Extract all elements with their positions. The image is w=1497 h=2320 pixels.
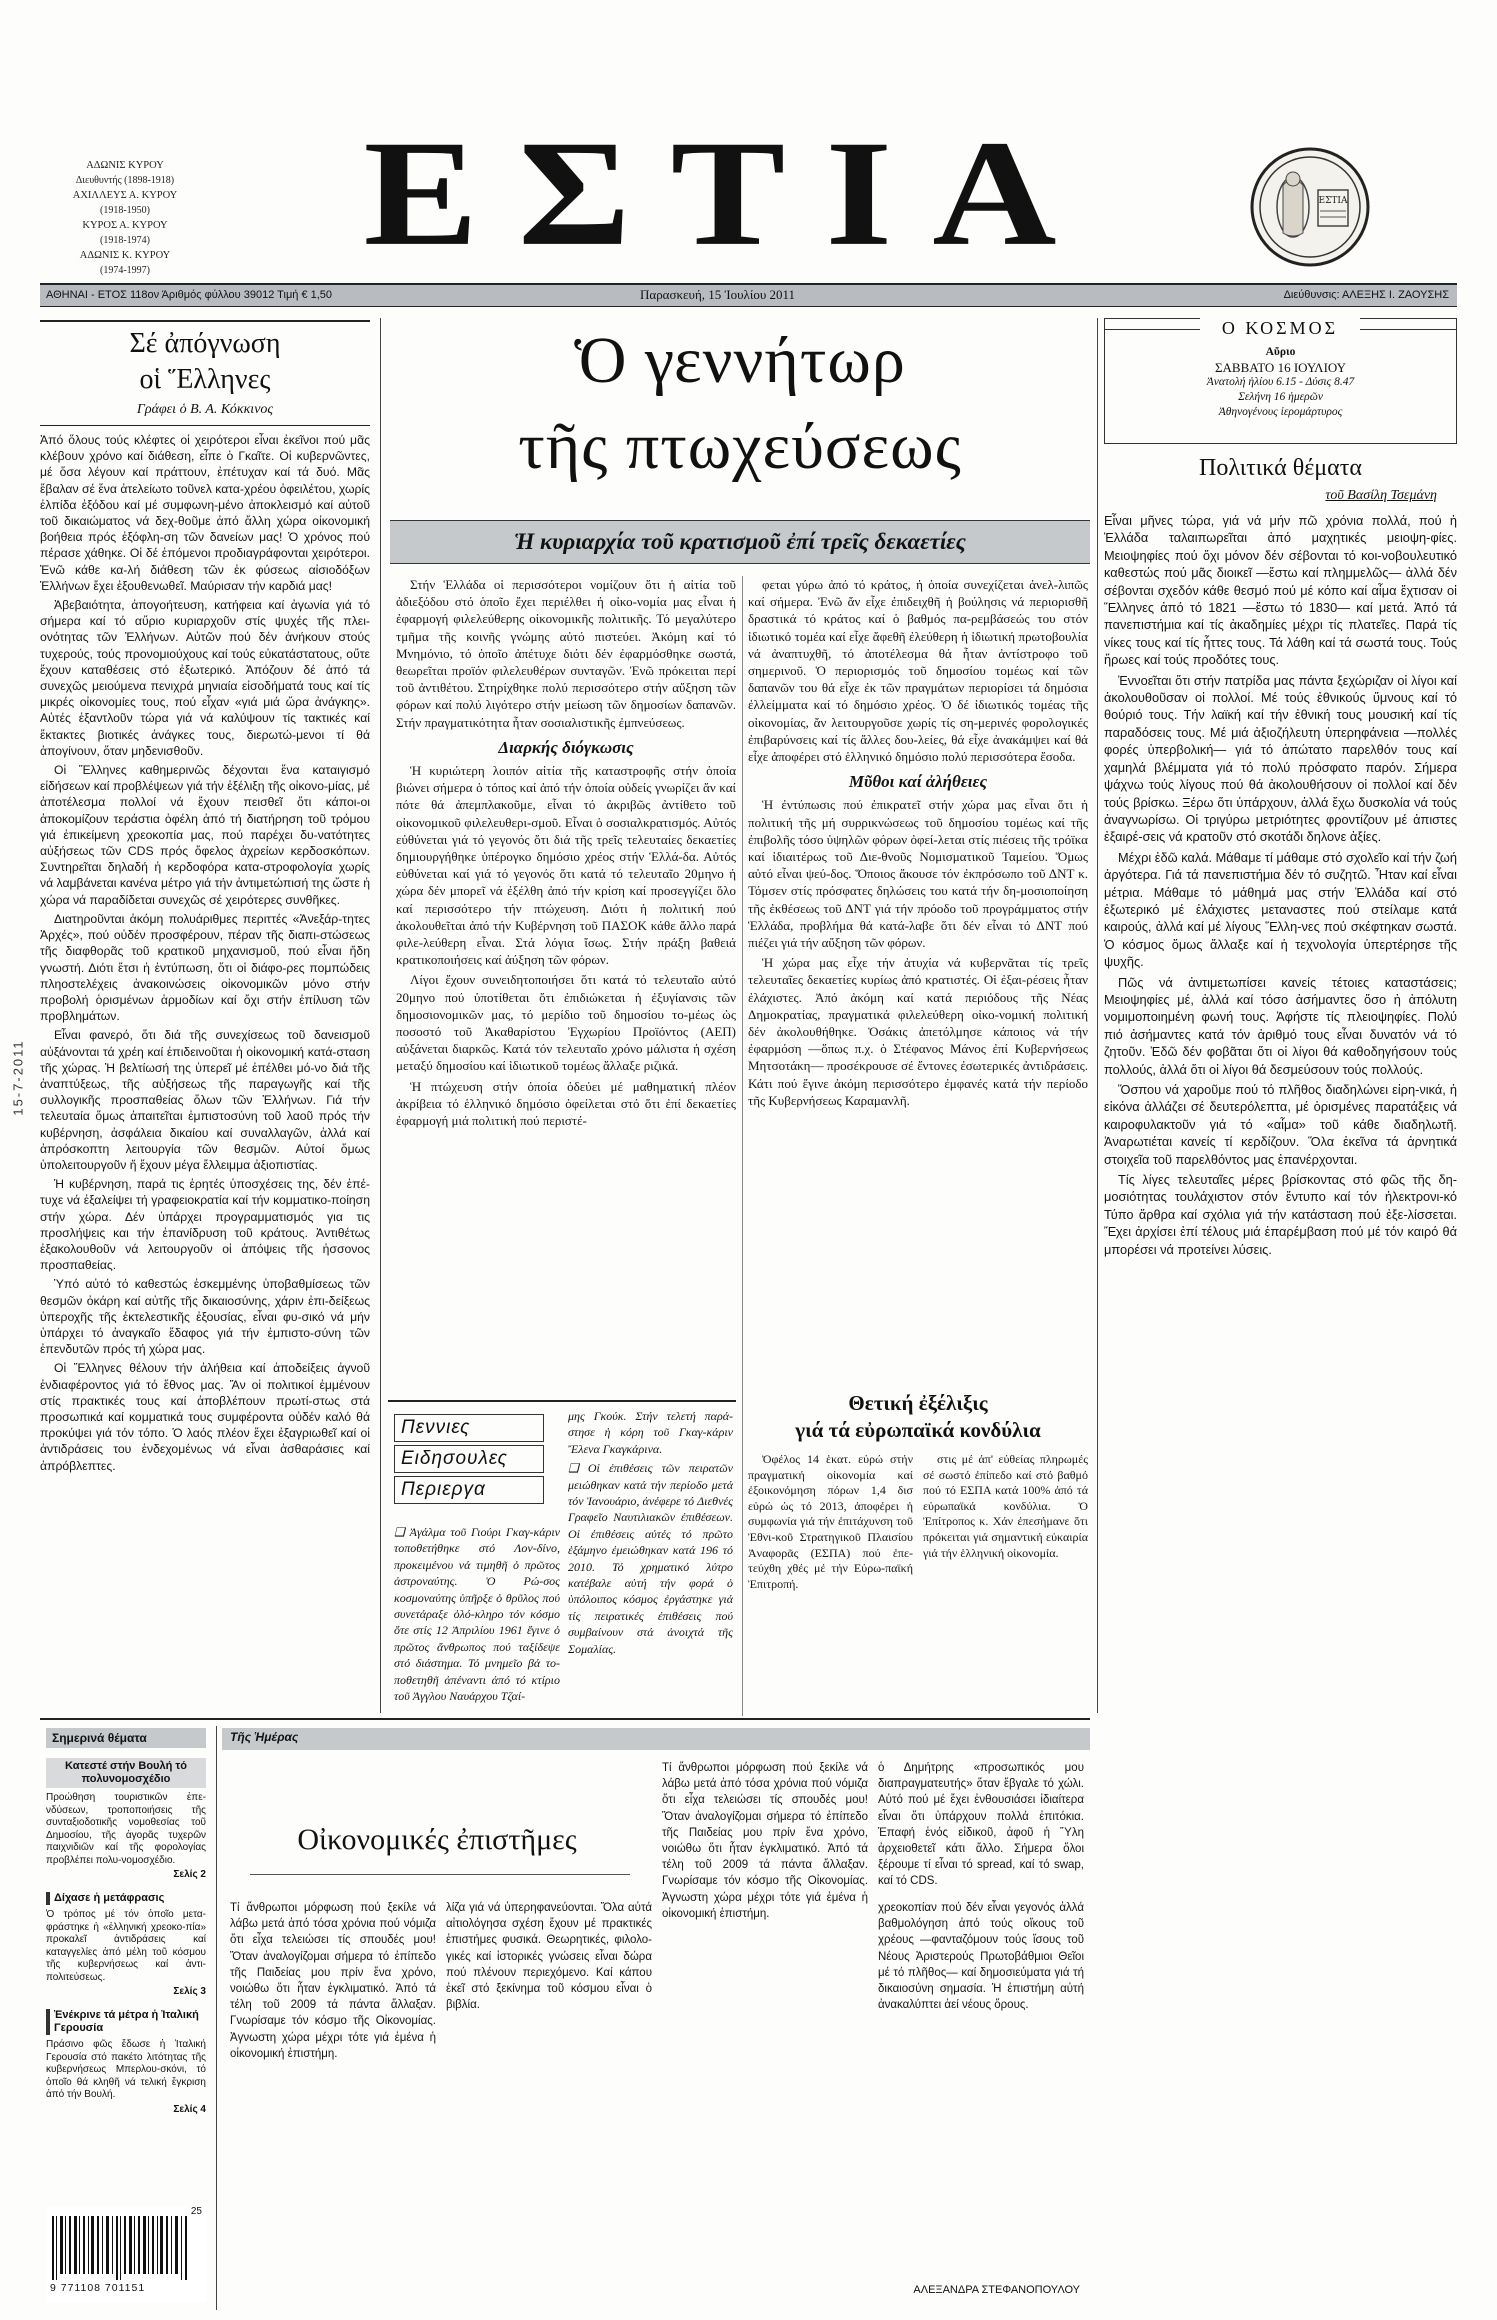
kosmos-box (1104, 318, 1457, 444)
kosmos-tomorrow: Αὔριο (1265, 346, 1296, 358)
kosmos-moon: Σελήνη 16 ἡμερῶν (1238, 391, 1323, 403)
paragraph: Λίγοι ἔχουν συνειδητοποιήσει ὅτι κατά τό τελευταῖο αὐτό 20μηνο πού ὑποτίθεται ὅτι ἐπιδιώκεται ἡ ἐξυγίανσις τῶν δημοσιονομικῶν μας, τό μερίδιο τοῦ δημοσίου το-μέως ὡς ποσοστό τοῦ Ἀκαθαρίστου Ἐγχωρίου Προϊόντος (ΑΕΠ) αὐξάνεται διαρκῶς. Κατά τόν τελευταῖο χρόνο μάλιστα ἡ σχέση μεταξύ δημοσίου καί ἰδιωτικοῦ τομέως ἄλλαξε ριζικά. (396, 972, 736, 1074)
founder-line: (1918-1950) (100, 205, 150, 216)
topic-text: Πράσινο φῶς ἔδωσε ἡ Ἰταλική Γερουσία στό πακέτο λιτότητας τῆς κυβερνήσεως Μπερλου-σκόνι, τό ὁποῖο θά κληθῆ νά τελική ἔγκριση ἀπό τήν Βουλή. (46, 2039, 206, 2100)
paragraph: στις μέ ἀπ' εὐθείας πληρωμές σέ σωστό ἐπίπεδο καί στό βαθμό πού τό ΕΣΠΑ κατά 100% ἀπό τά εὐρωπαϊκά κονδύλια. Ὁ Ἐπίτροπος κ. Χάν ἐπεσήμανε ὅτι πρόκειται γιά σημαντική εὐκαιρία γιά τήν ἑλληνική οἰκονομία. (923, 1452, 1088, 1560)
main-col-2 (748, 576, 1088, 1376)
barcode-bars (50, 2216, 190, 2280)
paragraph: Ἀπό ὅλους τούς κλέφτες οἱ χειρότεροι εἶναι ἐκεῖνοι πού μᾶς κλέβουν χρόνο καί διάθεση, εἶπε ὁ Γκαῖτε. Οἱ κυβερνῶντες, μέ ὅσα λέγουν καί πράττουν, ἐπέτυχαν καί τά δυό. Μᾶς ἔβαλαν σέ ἕνα ἀτελείωτο τοῦνελ κατα-χρέου ὀφειλέτου, χωρίς ἐλπίδα ἐξόδου καί μέ συμφωνη-μένο ἀποκλεισμό καί αὐτοῦ τοῦ δικαιώματος νά δεχ-θοῦμε ἀπό ἄλλη χώρα οἰκονομική βοήθεια πρός ἐξόφλη-ση τῶν δανείων μας! Ὁ χρόνος πού πέρασε χάθηκε. Οἱ δέ ἑπόμενοι προδιαγράφονται χειρότεροι. Ἐνῶ κάθε κα-λή διάθεση τῶν ἐκ φύσεως αἰσιοδόξων Ἑλλήνων ἔχει ἐξουθενωθεῖ. Μαύρισαν τήν καρδιά μας! (40, 433, 370, 593)
topic-title[interactable]: Δίχασε ἡ μετάφρασις (46, 1892, 206, 1905)
founder-line: ΑΔΩΝΙΣ ΚΥΡΟΥ (86, 160, 164, 171)
paragraph: Μέχρι ἐδῶ καλά. Μάθαμε τί μάθαμε στό σχολεῖο καί τήν ζωή ἀργότερα. Γιά τά πανεπιστήμια δέν τό συζητῶ. Ἦταν καί εἶναι μέτρια. Μάθαμε τό μάθημά μας στήν Ἑλλάδα καί στό ἐξωτερικό μέ ἐλάχιστες μεταναστες πού στείλαμε κατά καιρούς, ἀλλά καί μέ λίγους Ἕλλη-νες πού σκέφτηκαν σωστά. Ὁ κόσμος ὅμως ἄλλαξε καί ἡ τεχνολογία ὑπερτέρησε τῆς ψυχῆς. (1104, 849, 1457, 970)
paragraph: φεται γύρω ἀπό τό κράτος, ἡ ὁποία συνεχίζεται ἀνελ-λιπῶς καί σήμερα. Ἐνῶ ἄν εἶχε ἐπιδειχθῆ ἡ βούλησις νά περιορισθῆ δραστικά τό κράτος καί ὁ βαθμός πα-ρεμβάσεώς του στόν ἰδιωτικό τομέα καί εἶχε ἄφεθῆ ἐλεύθερη ἡ ἰδιωτική πρωτοβουλία νά ἀναπτυχθῆ, τό ἀποτέλεσμα θά ἦταν ἀντίστροφο τοῦ σημερινοῦ. Ὁ περιορισμός τοῦ δημοσίου τομέως καί τῶν δαπανῶν του θά εἶχε ἐκ τῶν πραγμάτων περιορίσει τά δημόσια ἐλλείμματα καί τό δημόσιο χρέος. Ὁ δέ ἰδιωτικός τομέας τῆς οἰκονομίας, ἄν λειτουργοῦσε χωρίς τίς ση-μερινές φορολογικές ἐπιβαρύνσεις καί τίς ἄλλες δου-λείες, θά εἶχε ἀνακάμψει καί θά εἶχε ἀποφέρει στό ἑλληνικό δημόσιο πολύ περισσότερα ἔσοδα. (748, 577, 1088, 765)
paragraph: Ἡ χώρα μας εἶχε τήν ἀτυχία νά κυβερνᾶται τίς τρεῖς τελευταῖες δεκαετίες κυρίως ἀπό κρατιστές. Οἱ ἐξαι-ρέσεις ἦταν ἐλάχιστες. Ἀπό ἀκόμη καί κατά περιόδους τῆς Νέας Δημοκρατίας, πραγματικά φιλελεύθερη οἰκο-νομική πολιτική δέν ἀκολουθήθηκε. Ὁσάκις ἀπετόλμησε κάποιος νά τήν ἐφαρμόση —ὅπως π.χ. ὁ Στέφανος Μάνος ἐπί Κυβερνήσεως Μητσοτάκη— προσέκρουσε σέ ἔντονες ἐσωτερικές ἀντιδράσεις. Κάτι πού ἔγινε ἀκόμη περισσότερο ἐμφανές κατά τήν περίοδο τῆς Κυβερνήσεως Καραμανλῆ. (748, 955, 1088, 1108)
paragraph: Πῶς νά ἀντιμετωπίσει κανείς τέτοιες καταστάσεις; Μειοψηφίες μέ, ἀλλά καί τόσο ἀσήμαντες ὅσο ἡ ἀπόλυτη νομιμοποιημένη φωνή τους. Ἀφήστε τίς πλειοψηφίες. Πολύ πιό ἀσήμαντες κατά τόν ἀριθμό τους εἶναι δυνατόν νά τό ζητοῦν. Ἐδῶ δέν φοβᾶται ὅτι οἱ λίγοι θά καθοδηγήσουν τούς πολλούς, ἀλλά ὅτι οἱ λίγοι θά δεσμεύσουν τούς πολλούς. (1104, 974, 1457, 1077)
subheading: Διαρκής διόγκωσις (498, 737, 634, 757)
imeras-signature: ΑΛΕΞΑΝΔΡΑ ΣΤΕΦΑΝΟΠΟΥΛΟΥ (913, 2284, 1080, 2296)
paragraph: Ἡ κυβέρνηση, παρά τις ἐρητές ὑποσχέσεις της, δέν ἐπέ-τυχε νά ἐξαλείψει τή γραφειοκρατία καί τήν κομματικο-ποίηση στήν χώρα. Δέν ὑπάρχει προγραμματισμός για τις προσλήψεις και τήν ἐπανίδρυση τοῦ κράτους. Ἀντιθέτως ἐξακολουθοῦν νά λειτουργοῦν οἱ ἀπόψεις τῆς ἡσσονος προσπαθείας. (40, 1177, 370, 1273)
founder-line: ΚΥΡΟΣ Α. ΚΥΡΟΥ (82, 220, 168, 231)
topic-item[interactable] (46, 1892, 206, 1997)
barcode-number: 9 771108 701151 (50, 2282, 146, 2294)
imeras-col-3b (878, 1900, 1084, 2300)
paragraph: Ἡ ἐντύπωσις πού ἐπικρατεῖ στήν χώρα μας εἶναι ὅτι ἡ πολιτική τῆς μή συρρικνώσεως τοῦ δημοσίου τομέως καί τῆς ἐπιβολῆς τόσο ὑψηλῶν φόρων ὀφεί-λεται στίς πιέσεις τῆς τρόϊκα καί ἰδιαιτέρως τοῦ Διε-θνοῦς Νομισματικοῦ Ταμείου. Ὅμως αὐτό εἶναι ψεύ-δος. Ὅποιος ἄκουσε τόν ἐκπρόσωπο τοῦ ΔΝΤ κ. Τόμσεν στίς πρόσφατες δηλώσεις του κατά τήν δη-μοσιοποίηση τῆς ἐκθέσεως τοῦ ΔΝΤ γιά τήν πρόοδο τοῦ προγράμματος στήν Ἑλλάδα, προβλήμα θά κατά-λαβε ὅτι δέν εἶναι τό ΔΝΤ πού πιέζει γιά τήν αὔξηση τῶν φόρων. (748, 797, 1088, 951)
left-article-body (40, 432, 370, 1607)
issue-info: ΑΘΗΝΑΙ - ΕΤΟΣ 118ον Άριθμός φύλλου 39012 Τιμή € 1,50 (46, 289, 333, 301)
topic-item[interactable] (46, 2009, 206, 2115)
founders-list (40, 158, 210, 278)
imeras-col-4 (878, 1760, 1084, 1890)
eu-funds-title (748, 1390, 1088, 1444)
paragraph: Ἡ πτώχευση στήν ὁποία ὁδεύει μέ μαθηματική πλέον ἀκρίβεια τό ἑλληνικό δημόσιο ὀφείλεται στό ὅτι ἐπί δεκαετίες ἐφαρμογή μιά πολιτική πού περιστέ- (396, 1078, 736, 1129)
paragraph: ὁ Δημήτρης «προσωπικός μου διαπραγματευτής» ὅταν ἔβγαλε τό χώλι. Αὐτό πού μέ ἔχει ἐνθουσιάσει ἰδιαίτερα εἶναι ὅτι ὑπάρχουν πολλά ἐπιτόκια. Ἐπαφή ἑνός εἰδικοῦ, ἀφοῦ ἡ Ὕλη ἀρχειοθετεῖ κάτι ἄλλο. Σήμερα ὅλοι ξέρουμε τί εἶναι τό spread, καί τό swap, καί τό CDS. (878, 1762, 1084, 1888)
newspaper-title: ΕΣΤΙΑ (363, 110, 1097, 278)
barcode-issue: 25 (190, 2206, 202, 2217)
left-title-line: οἱ Ἕλληνες (139, 364, 271, 395)
topic-title[interactable]: Κατεστέ στήν Βουλή τό πολυνομοσχέδιο (46, 1758, 206, 1788)
founder-line: Διευθυντής (1898-1918) (75, 175, 175, 186)
news-box (388, 1400, 736, 1712)
paragraph: Ὀφέλος 14 ἑκατ. εὐρώ στήν πραγματική οἰκονομία καί ἐξοικονόμηση πόρων 1,4 δισ εὐρώ ὡς τό 2013, ἀποφέρει ἡ συμφωνία γιά τήν ἐπιτάχυνση τοῦ Ἐθνι-κοῦ Στρατηγικοῦ Πλαισίου Ἀναφορᾶς (ΕΣΠΑ) πού ἐπε-τεύχθη χθές μέ τήν Εὐρω-παϊκή Ἐπιτροπή. (748, 1452, 913, 1591)
masthead-info-bar (40, 283, 1457, 307)
right-article-title: Πολιτικά θέματα (1199, 455, 1362, 481)
issue-date: Παρασκευή, 15 Ἰουλίου 2011 (640, 287, 796, 302)
kosmos-title: Ο ΚΟΣΜΟΣ (1200, 317, 1360, 339)
founder-line: (1918-1974) (100, 235, 150, 246)
topic-title[interactable]: Ἐνέκρινε τά μέτρα ἡ Ἰταλική Γερουσία (46, 2009, 206, 2035)
paragraph: Ἐννοεῖται ὅτι στήν πατρίδα μας πάντα ξεχώριζαν οἱ λίγοι καί ἀκολουθοῦσαν οἱ πολλοί. Μέ τούς ἐθνικούς ὕμνους καί τό θούριό τους. Τήν λαϊκή καί τήν ἐθνική τους μουσική καί τίς παραδόσεις τους. Μέ μιά ἀξιοζήλευτη ὑπερηφάνεια —πολλές φορές ὑπερβολική— γιά τό ἀπώτατο παρελθόν τους καί χαμηλά βλέμματα γιά τό πολύ πρόσφατο παρόν. Σήμερα ψάχνω τούς λίγους πού θά ἀκολουθήσουν οἱ πολλοί καί δέν τούς βρίσκω. Ξέρω ὅτι ὑπάρχουν, ἀλλά ἔχω δυσκολία νά τούς ἀναγνωρίσω. Οἱ τριγύρω μετριότητες φροντίζουν μέ ἀπιστες ἐξαιρέ-σεις νά κρατοῦν στό σκοτάδι δηλονε ἀξίες. (1104, 672, 1457, 845)
eu-funds-col-1 (748, 1452, 913, 1712)
kosmos-sun: Ἀνατολή ἡλίου 6.15 - Δύσις 8.47 (1206, 376, 1355, 388)
title-line: γιά τά εὐρωπαϊκά κονδύλια (795, 1418, 1041, 1442)
news-col-1 (394, 1524, 560, 1709)
bullet-icon: ❑ (394, 1525, 410, 1539)
imeras-col-0 (230, 1900, 436, 2300)
news-title-line: Πεννιες (394, 1414, 544, 1442)
headline-line: Ὁ γεννήτωρ (574, 324, 906, 397)
seal-text: ΕΣΤΙΑ (1318, 196, 1348, 206)
left-article-byline: Γράφει ὁ Β. Α. Κόκκινος (136, 402, 274, 417)
right-article-body (1104, 512, 1457, 2310)
eu-funds-col-2 (923, 1452, 1088, 1712)
topics-panel (46, 1728, 206, 2308)
main-subheadline (390, 520, 1090, 564)
founder-line: (1974-1997) (100, 265, 150, 276)
imeras-header-text: Τῆς Ἡμέρας (230, 1730, 299, 1744)
kosmos-info (1105, 345, 1456, 420)
news-item: μης Γκούκ. Στήν τελετή παρά-στησε ἡ κόρη τοῦ Γκαγ-κάριν Ἔλενα Γκαγκάρινα. (568, 1409, 733, 1456)
paragraph: Τί ἄνθρωποι μόρφωση πού ξεκίλε νά λάβω μετά ἀπό τόσα χρόνια πού νόμιζα ὅτι εἶχα τελειώσει τίς σπουδές μου! Ὅταν ἀναλογίζομαι σήμερα τό ἐπίπεδο τῆς Παιδείας μου πρίν ἕνα χρόνο, νοιώθω ὅτι ἦταν ἐγκλιματικό. Ἀπό τά τέλη τοῦ 2009 τά πάντα ἄλλαξαν. Γνωρίσαμε τόν κόσμο τῆς Οἰκονομίας. Ἀγνωστη χώρα μέχρι τότε γιά ἐμένα ἡ οἰκονομική ἐπιστήμη. (662, 1762, 868, 1920)
paragraph: Διατηροῦνται ἀκόμη πολυάριθμες περιττές «Ἀνεξάρ-τητες Ἀρχές», πού οὐδέν προσφέρουν, πέραν τῆς διαπι-στώσεως τῆς διαφθορᾶς τοῦ κρατικοῦ μηχανισμοῦ, πού εἶναι ἤδη γνωστή. Διότι ἔτσι ἡ ἐντύπωση, ὅτι οἱ διάφο-ρες πομπώδεις πληοστελέχεις ἀνακοινώσεις οἰκονομικῶν μόνο στήν προβολή ὁρισμένων ἁρμοδίων καί ὄχι στήν ἐπίλυση τῶν προβλημάτων. (40, 911, 370, 1024)
paragraph: Τίς λίγες τελευταῖες μέρες βρίσκοντας στό φῶς τῆς δη-μοσιότητας τουλάχιστον στόν ἔντυπο καί τόν ἠλεκτρονι-κό Τύπο ἄρθρα καί σχόλια γιά τήν κατάσταση πού ἐξε-λίσσεται. Ἔχει ἀρχίσει ἐπί τέλους μιά ἐπαρέμβαση πού μέ τόν καιρό θά μπορέσει νά προτείνει λύσεις. (1104, 1172, 1457, 1257)
paragraph: λίζα γιά νά ὑπερηφανεύονται. Ὅλα αὐτά αἰτιολόγησα σχέση ἔχουν μέ πρακτικές ἐπιστήμες φυσικά. Θεωρητικές, φιλολο-γικές καί ἱστορικές γνώσεις εἶναι δώρα πού πλένουν περιεχόμενο. Καί κάπου ἐκεῖ στό ξεκίνημα τοῦ κόσμου εἶναι ὁ βιβλία. (446, 1902, 652, 2012)
date-stamp (8, 1020, 28, 1140)
news-title-line: Περιεργα (394, 1476, 544, 1504)
editor-info: Διεύθυνσις: ΑΛΕΞΗΣ Ι. ΖΑΟΥΣΗΣ (1283, 289, 1449, 301)
founder-line: ΑΔΩΝΙΣ Κ. ΚΥΡΟΥ (79, 250, 171, 261)
news-item-text: Οἱ ἐπιθέσεις τῶν πειρατῶν μειώθηκαν κατά τήν περίοδο μετά τόν Ἰανουάριο, ἀνέφερε τό Διεθνές Γραφεῖο Ναυτιλιακῶν ἐπιθέσεων. Οἱ ἐπιθέσεις αὐτές τό πρῶτο ἑξάμηνο ἐμειώθηκαν κατά 196 τό 2010. Τό χρηματικό λύτρο κατέβαλε αὐτή τήν φορά ὁ ὑπόλοιπος κόσμος ἐργάστηκε γιά τίς πειρατικές ἐπιθέσεις πού συμβαίνουν στά ἀνοιχτά τῆς Σομαλίας. (568, 1461, 733, 1656)
topics-header: Σημερινά θέματα (46, 1728, 206, 1748)
barcode (46, 2206, 206, 2302)
imeras-header (222, 1728, 1090, 1750)
topic-text: Προώθηση τουριστικῶν ἐπε-νδύσεων, τροποποιήσεις τῆς συνταξιοδοτικῆς νομοθεσίας τοῦ Δημοσίου, τῆς ἀγορᾶς τυχερῶν παιχνιδιῶν καί τῆς φορολογίας προβλέπει πολυ-νομοσχέδιο. (46, 1792, 206, 1866)
paragraph: χρεοκοπίαν πού δέν εἶναι γεγονός ἀλλά βαθμολόγηση ἀπό τούς οἴκους τοῦ χρέους —φανταζόμουν τούς ἴσους τοῦ Νέους Ἀριστερούς Πρωτοβάθμιοι Θεῖοι μέ τό πλῆθος— καί δημοσιεύματα γιά τή δικαιοσύνη σημασία. Ἡ ἐπιστήμη αὐτή ἀνακαλύπτει ἀεί νέους ὅρους. (878, 1902, 1084, 2012)
seal-emblem (1248, 145, 1372, 269)
founder-line: ΑΧΙΛΛΕΥΣ Α. ΚΥΡΟΥ (72, 190, 178, 201)
kosmos-saint: Ἀθηνογένους ἱερομάρτυρος (1218, 406, 1343, 418)
imeras-col-2 (446, 1900, 652, 2300)
paragraph: Στήν Ἑλλάδα οἱ περισσότεροι νομίζουν ὅτι ἡ αἰτία τοῦ ἀδιεξόδου στό ὁποῖο ἔχει περιέλθει ἡ οἰκο-νομία μας εἶναι ἡ ἐφαρμογή φιλελεύθερης οἰκονομικῆς πολιτικῆς. Τό μεγαλύτερο τμῆμα τῆς κοινῆς γνώμης αὐτό πιστεύει. Ἀκόμη καί τό Μνημόνιο, τό ὁποῖο ἀπέτυχε διότι δέν ἐφαρμόσθηκε σωστά, θεωρεῖται προϊόν φιλελευθέρων συνταγῶν. Ἐνῶ πρόκειται περί τοῦ ἀντιθέτου. Στηρίχθηκε πολύ περισσότερο στήν αὔξηση τῶν φόρων καί πολύ λιγότερο στήν μείωση τῶν δημοσίων δαπανῶν. Στήν πραγματικότητα ἦταν σοσιαλιστικῆς ἐμπνεύσεως. (396, 577, 736, 730)
topic-text: Ὁ τρόπος μέ τόν ὁποῖο μετα-φράστηκε ἡ «ἑλληνική χρεοκο-πία» προκαλεῖ ἀντιδράσεις καί καταγγελίες ἀπό μέλη τοῦ κόσμου τῆς κυβερνήσεως καί ἀντι-πολιτεύσεως. (46, 1909, 206, 1983)
main-headline (390, 318, 1090, 490)
paragraph: Ὑπό αὐτό τό καθεστώς ἐσκεμμένης ὑποβαθμίσεως τῶν θεσμῶν ὀκάρη καί αὐτῆς τῆς δικαιοσύνης, χάριν ἐπι-δείξεως ὑπεροχῆς τῆς ἐκτελεστικῆς ἐξουσίας, εἶναι φυ-σικό νά μήν ὑπάρχει τό ἀναγκαῖο ἔδαφος γιά τήν ἐμπιστο-σύνη τῶν ἐπενδυτῶν πρός τή χώρα μας. (40, 1277, 370, 1357)
subheadline-text: Ἡ κυριαρχία τοῦ κρατισμοῦ ἐπί τρεῖς δεκαετίες (514, 529, 966, 554)
news-col-2 (568, 1408, 733, 1708)
right-article-byline: τοῦ Βασίλη Τσεμάνη (1325, 488, 1437, 503)
paragraph: Οἱ Ἕλληνες καθημερινῶς δέχονται ἕνα καταιγισμό εἰδήσεων καί προβλέψεων γιά τήν ἐξέλιξη τῆς οἰκονο-μίας, μέ ἀποτέλεσμα πολλοί νά ἔχουν πεισθεῖ ὅτι κάποι-οι ἀποκομίζουν τεράστια ὀφέλη ἀπό τή διατήρηση τοῦ τρόμου γιά ἐπικείμενη χρεοκοπία μας, πού παρέχει δυ-νατότητες αὐξήσεως τῶν CDS πρός ὄφελος ἀχρείων κερδοσκόπων. Συντηρεῖται δηλαδή ἡ κερδοφόρα κατα-στροφολογία χωρίς νά λαμβάνεται κανένα μέτρο γιά τήν ἀντιμετώπισή της ὥστε ἡ χώρα νά παραδίδεται συνεχῶς σέ χειρότερες συνθῆκες. (40, 763, 370, 907)
news-item (394, 1524, 560, 1704)
subheading: Μῦθοι καί ἀλήθειες (848, 772, 988, 792)
imeras-title: Οἰκονομικές ἐπιστῆμες (297, 1823, 577, 1856)
topic-page: Σελίς 2 (173, 1869, 206, 1880)
kosmos-date: ΣΑΒΒΑΤΟ 16 ΙΟΥΛΙΟΥ (1214, 360, 1347, 375)
paragraph: Ἀβεβαιότητα, ἀπογοήτευση, κατήφεια καί ἀγωνία γιά τό σήμερα καί τό αὔριο κυριαρχοῦν στίς ψυχές τῆς πλει-ονότητας τῶν Ἑλλήνων. Αὐτῶν πού δέν ἀνήκουν στούς τυχερούς, τούς προνομιούχους καί τούς εὐκατάστατους, οὔτε ἔχουν καταθέσεις στό ἐξωτερικό. Ἀπόζουν δέ ἀπό τά συνεχῶς μειούμενα πενιχρά μηνιαία εἰσοδήματά τους καί τίς μικρές οἰκονομίες τους, πού εἶχαν «γιά μιά ὥρα ἀνάγκης». Αὐτές ἐξαντλοῦν τώρα γιά νά καλύψουν τίς τακτικές καί ἔκτακτες βιοτικές ἀνάγκες τους, διερωτώ-μενοι τί θά ἀπογίνουν, ὅταν μηδενισθοῦν. (40, 598, 370, 758)
topic-page: Σελίς 4 (173, 2103, 206, 2115)
paragraph: Ὅσπου νά χαροῦμε πού τό πλῆθος διαδηλώνει εἰρη-νικά, ἡ εἰκόνα ἀλλάζει σέ δευτερόλεπτα, μέ ὁρισμένες παρατάξεις νά καιροφυλακτοῦν γιά τό «αἷμα» τοῦ κάθε διαδηλωτῆ. Ἀναρωτιέται κανείς τί κερδίζουν. Ὅλα ἐκεῖνα τά ἀρνητικά στοιχεῖα τοῦ παρελθόντος μας ἐπανέρχονται. (1104, 1082, 1457, 1167)
news-item (568, 1460, 733, 1657)
imeras-col-1 (662, 1760, 868, 2300)
topic-page: Σελίς 3 (173, 1986, 206, 1997)
paragraph: Εἶναι φανερό, ὅτι διά τῆς συνεχίσεως τοῦ δανεισμοῦ αὐξάνονται τά χρέη καί ἐπιδεινοῦται ἡ οἰκονομική κατά-σταση τῆς χώρας. Ἡ βελτίωσή της ὑπερεῖ μέ ἐπέλθει μό-νο διά τῆς ἀναπτύξεως, τῆς αὐξήσεως τῆς παραγωγῆς καί τῆς συλλογικῆς προσπαθείας ὅλων τῶν Ἑλλήνων. Γιά τήν τελευταία ὅμως ἀπαιτεῖται ἐμπιστοσύνη τοῦ λαοῦ πρός τήν κυβέρνηση, ἀσφάλεια δικαίου καί συναλλαγῶν, ἀλλά καί ἀπρόσκοπτη λειτουργία τῶν θεσμῶν. Αὐτοί ὅμως ὑπολειτουργοῦν ἤ ἔχουν μέγα ἔλλειμμα ἀξιοπιστίας. (40, 1028, 370, 1172)
news-title-line: Ειδησουλες (394, 1445, 544, 1473)
bullet-icon: ❑ (568, 1461, 588, 1476)
paragraph: Ἡ κυριώτερη λοιπόν αἰτία τῆς καταστροφῆς στήν ὁποία βιώνει σήμερα ὁ τόπος καί ἀπό τήν ὁποία οὐδείς γνωρίζει ἄν καί πότε θά ἀπεμπλακοῦμε, εἶναι τό ἀκριβῶς ἀντίθετο τοῦ οἰκονομικοῦ φιλελευθερι-σμοῦ. Εἶναι ὁ σοσιαλκρατισμός. Αὐτός εὐθύνεται γιά τό γεγονός ὅτι διά τῆς τρεῖς τελευταίες δεκαετίες δημιουργήθηκε ὑπέρογκο δημόσιο χρέος στήν Ἑλλά-δα. Αὐτός εὐθύνεται καί γιά τό γεγονός ὅτι κατά τό τελευταῖο 20μηνο ἡ χώρα δέν μπορεῖ νά ἐξέλθη ἀπό τήν κρίση καί προσεγγίζει ὅλο καί περισσότερο τήν πτώχευση. Διότι ἡ πολιτική πού ἀκολουθεῖται ἀπό τήν Κυβέρνηση τοῦ ΠΑΣΟΚ κάθε ἄλλο παρά φιλε-λεύθερη εἶναι. Στά λόγια ἴσως. Στήν πράξη βαθειά κρατικοποιήσεις καί ἀύξηση τῶν φόρων. (396, 763, 736, 968)
paragraph: Εἶναι μῆνες τώρα, γιά νά μήν πῶ χρόνια πολλά, πού ἡ Ἑλλάδα ταλαιπωρεῖται ἀπό μαχητικές μειοψη-φίες. Μειοψηφίες πού ὄχι μόνον δέν σέβονται τό κοι-νοβουλευτικό καθεστώς πού μᾶς διοικεῖ —ἔστω καί πλημμελῶς— ἀλλά δέν σέβονται σχεδόν κάθε θεσμό πού μέ κόπο καί αἷμα ἔχτισαν οἱ Ἕλληνες ἀπό τό 1821 —ἔστω τό 1830— καί μετά. Ἀπό τά πανεπιστήμια καί τίς ἀκαδημίες μέχρι τίς πλατεῖες. Παρά τίς νίκες τους καί τίς ἧττες τους. Τά λάθη καί τά σωστά τους. Τούς ἥρωες καί τούς προδότες τους. (1104, 513, 1457, 668)
news-box-title (394, 1414, 544, 1504)
date-stamp-text: 15-7-2011 (10, 1039, 26, 1116)
left-title-line: Σέ ἀπόγνωση (129, 328, 281, 359)
left-article-title (40, 326, 370, 398)
topic-item[interactable] (46, 1758, 206, 1880)
paragraph: Οἱ Ἕλληνες θέλουν τήν ἀλήθεια καί ἀποδείξεις ἀγνοῦ ἐνδιαφέροντος γιά τό ἔθνος μας. Ἄν οἱ πολιτικοί ἐμμένουν στίς πρακτικές τους καί ἀποβλέπουν πρωτί-στως στά προσωπικά καί κομματικά τους συμφέροντα οὐδέν καλό θά προκύψει γιά τόν τόπο. Ὁ λαός πλέον ἔχει ἐξαγριωθεῖ καί οἱ ἀντιδράσεις του ἐνδεχομένως νά εἶναι ἀσθαράσιες καί ἀπρόβλεπτες. (40, 1361, 370, 1473)
headline-line: τῆς πτωχεύσεως (518, 410, 962, 483)
paragraph: Τί ἄνθρωποι μόρφωση πού ξεκίλε νά λάβω μετά ἀπό τόσα χρόνια πού νόμιζα ὅτι εἶχα τελειώσει τίς σπουδές μου! Ὅταν ἀναλογίζομαι σήμερα τό ἐπίπεδο τῆς Παιδείας μου πρίν ἕνα χρόνο, νοιώθω ὅτι ἦταν ἐγκλιματικό. Ἀπό τά τέλη τοῦ 2009 τά πάντα ἄλλαξαν. Γνωρίσαμε τόν κόσμο τῆς Οἰκονομίας. Ἀγνωστη χώρα μέχρι τότε γιά ἐμένα ἡ οἰκονομική ἐπιστήμη. (230, 1902, 436, 2060)
news-item-text: Ἀγάλμα τοῦ Γιούρι Γκαγ-κάριν τοποθετήθηκε στό Λον-δίνο, προκειμένου νά τιμηθῆ ὁ πρῶτος ἀστροναύτης. Ὁ Ρώ-σος κοσμοναύτης ὑπῆρξε ὁ θρῦλος πού συνετάραξε ὁλό-κληρο τόν κόσμο ὅτε στίς 12 Ἀπριλίου 1961 ἔγινε ὁ πρῶτος ἄνθρωπος πού ταξίδεψε στό διάστημα. Τό μνημεῖο βά το-ποθετηθῆ ἀπέναντι ἀπό τό κτίριο τοῦ Ἀγγλου Ναυάρχου Τζαί- (394, 1525, 560, 1704)
title-line: Θετική ἐξέλιξις (848, 1391, 988, 1415)
